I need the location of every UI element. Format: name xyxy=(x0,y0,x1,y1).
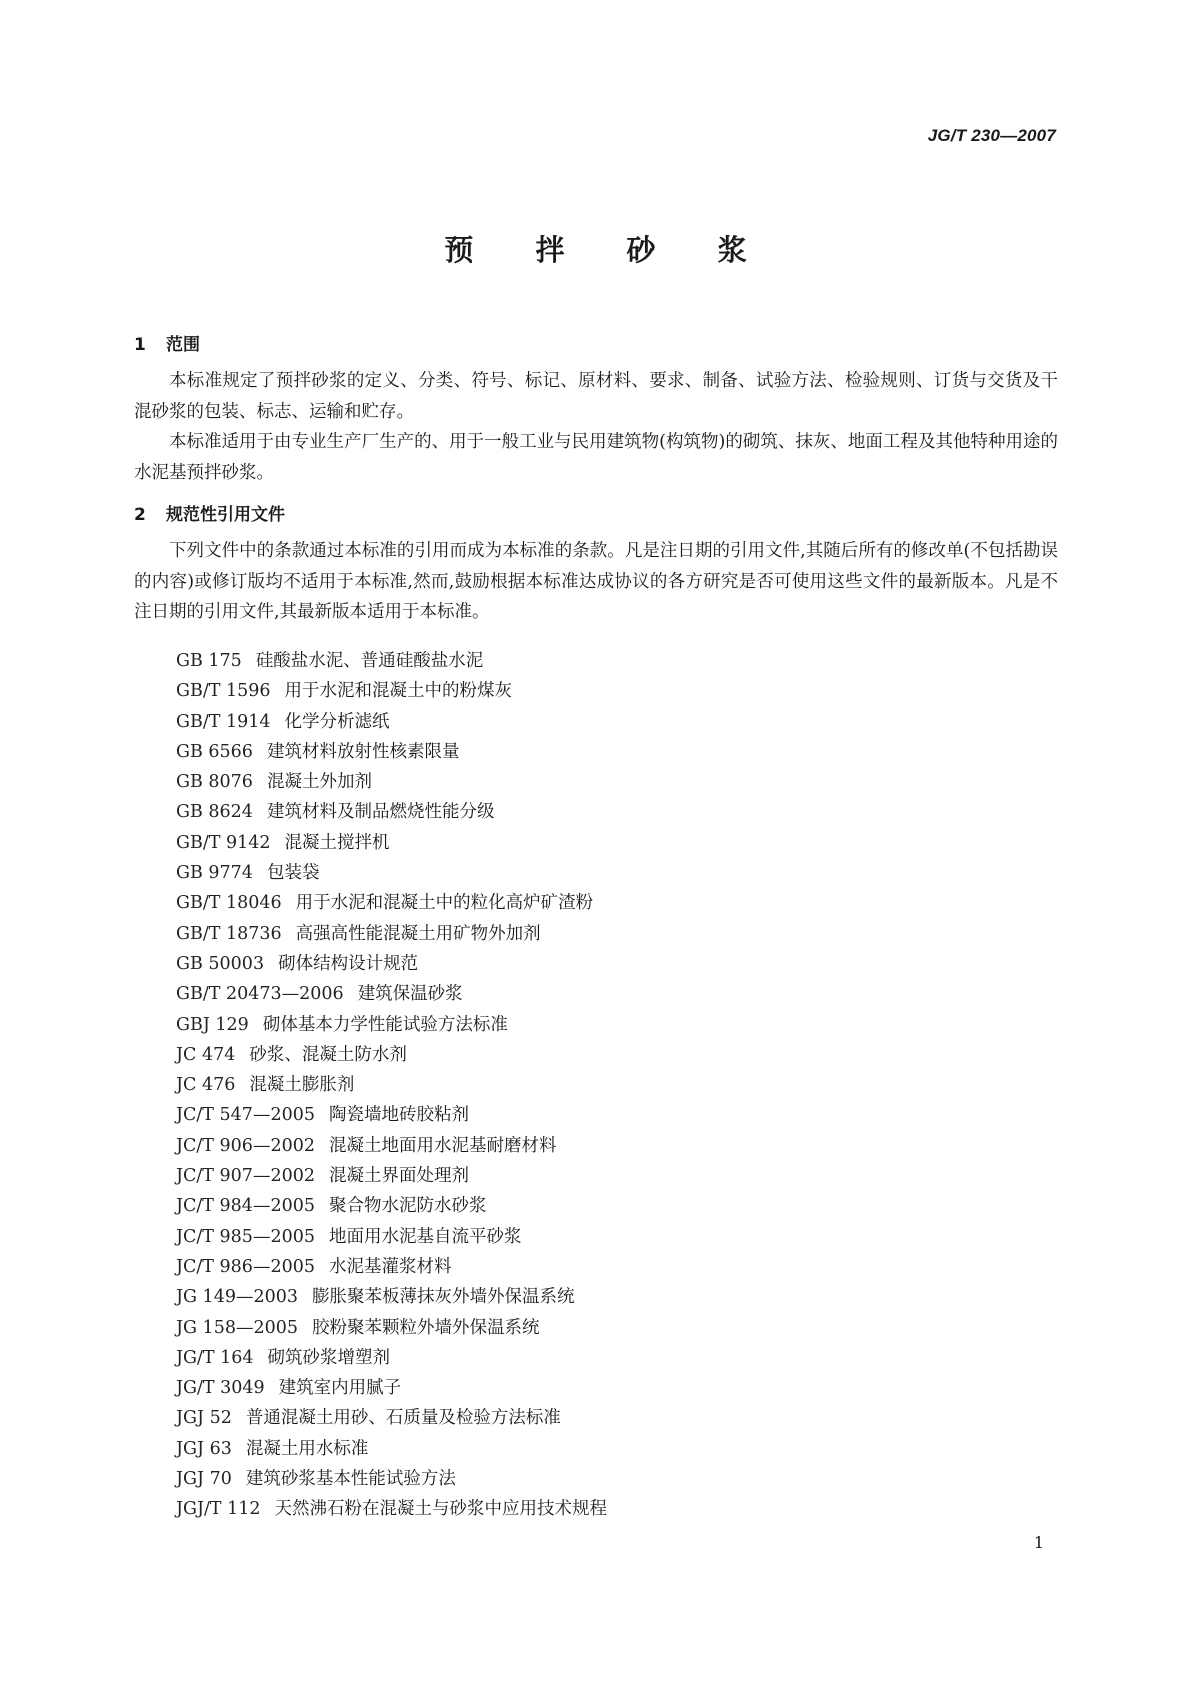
section-title: 范围 xyxy=(166,335,200,355)
scope-paragraph-1: 本标准规定了预拌砂浆的定义、分类、符号、标记、原材料、要求、制备、试验方法、检验规则、订货与交货及干混砂浆的包装、标志、运输和贮存。 xyxy=(134,371,1058,422)
reference-item xyxy=(176,919,607,949)
reference-title: 化学分析滤纸 xyxy=(284,711,390,732)
reference-item xyxy=(176,1343,607,1373)
reference-title: 普通混凝土用砂、石质量及检验方法标准 xyxy=(245,1408,561,1429)
reference-title: 建筑砂浆基本性能试验方法 xyxy=(245,1469,456,1490)
reference-code: JG 158—2005 xyxy=(176,1317,298,1338)
section-title: 规范性引用文件 xyxy=(166,505,285,525)
reference-title: 混凝土搅拌机 xyxy=(284,832,390,853)
reference-code: GB/T 9142 xyxy=(176,832,271,853)
reference-title: 混凝土用水标准 xyxy=(245,1438,369,1459)
reference-item xyxy=(176,1131,607,1161)
reference-item xyxy=(176,828,607,858)
reference-item xyxy=(176,1100,607,1130)
scope-paragraph-2: 本标准适用于由专业生产厂生产的、用于一般工业与民用建筑物(构筑物)的砌筑、抹灰、地面工程及其他特种用途的水泥基预拌砂浆。 xyxy=(134,432,1058,483)
reference-title: 砂浆、混凝土防水剂 xyxy=(249,1044,407,1065)
reference-code: GB/T 18736 xyxy=(176,923,282,944)
reference-code: JC/T 986—2005 xyxy=(176,1256,315,1277)
reference-code: JC/T 547—2005 xyxy=(176,1105,315,1126)
reference-title: 混凝土膨胀剂 xyxy=(249,1075,355,1096)
reference-code: JGJ/T 112 xyxy=(176,1499,261,1520)
reference-item xyxy=(176,1494,607,1524)
reference-title: 建筑材料及制品燃烧性能分级 xyxy=(266,802,495,823)
reference-title: 水泥基灌浆材料 xyxy=(328,1256,452,1277)
reference-code: JC/T 907—2002 xyxy=(176,1166,315,1187)
reference-code: GB 175 xyxy=(176,651,242,671)
reference-item xyxy=(176,1010,607,1040)
reference-code: GB 8624 xyxy=(176,802,253,823)
document-title: 预 拌 砂 浆 xyxy=(444,233,773,267)
normative-reference-list xyxy=(176,646,607,1525)
section-heading-scope xyxy=(134,330,200,355)
reference-item xyxy=(176,646,607,676)
reference-code: JGJ 63 xyxy=(176,1438,232,1459)
reference-title: 建筑材料放射性核素限量 xyxy=(266,741,460,762)
section-number: 2 xyxy=(134,505,146,525)
reference-code: GB 50003 xyxy=(176,953,265,974)
reference-item xyxy=(176,1282,607,1312)
reference-item xyxy=(176,1222,607,1252)
reference-title: 高强高性能混凝土用矿物外加剂 xyxy=(295,923,541,944)
reference-code: JG 149—2003 xyxy=(176,1287,298,1308)
reference-item xyxy=(176,676,607,706)
reference-title: 用于水泥和混凝土中的粉煤灰 xyxy=(284,681,513,702)
reference-code: JC 476 xyxy=(176,1075,236,1096)
reference-title: 砌筑砂浆增塑剂 xyxy=(267,1347,391,1368)
section-number: 1 xyxy=(134,335,146,355)
reference-code: JC/T 985—2005 xyxy=(176,1226,315,1247)
reference-code: GB/T 1596 xyxy=(176,681,271,702)
reference-item xyxy=(176,1040,607,1070)
reference-item xyxy=(176,949,607,979)
reference-code: JC/T 984—2005 xyxy=(176,1196,315,1217)
reference-item xyxy=(176,1252,607,1282)
reference-item xyxy=(176,1070,607,1100)
reference-code: JC/T 906—2002 xyxy=(176,1135,315,1156)
reference-item xyxy=(176,979,607,1009)
reference-title: 聚合物水泥防水砂浆 xyxy=(328,1196,487,1217)
reference-title: 建筑保温砂浆 xyxy=(357,984,463,1005)
reference-item xyxy=(176,1464,607,1494)
reference-code: JG/T 164 xyxy=(176,1347,254,1368)
reference-title: 建筑室内用腻子 xyxy=(278,1378,402,1399)
reference-code: GB/T 18046 xyxy=(176,893,282,914)
reference-code: JGJ 52 xyxy=(176,1408,232,1429)
reference-title: 砌体基本力学性能试验方法标准 xyxy=(262,1014,508,1035)
reference-title: 天然沸石粉在混凝土与砂浆中应用技术规程 xyxy=(274,1499,608,1520)
reference-item xyxy=(176,1403,607,1433)
reference-item xyxy=(176,767,607,797)
reference-item xyxy=(176,888,607,918)
page-number: 1 xyxy=(1033,1533,1044,1552)
reference-item xyxy=(176,1434,607,1464)
reference-title: 硅酸盐水泥、普通硅酸盐水泥 xyxy=(255,651,484,671)
reference-item xyxy=(176,858,607,888)
reference-code: GB 6566 xyxy=(176,741,253,762)
reference-title: 膨胀聚苯板薄抹灰外墙外保温系统 xyxy=(312,1287,575,1308)
reference-item xyxy=(176,737,607,767)
reference-item xyxy=(176,1191,607,1221)
section-heading-references xyxy=(134,500,285,525)
reference-code: JG/T 3049 xyxy=(176,1378,265,1399)
reference-title: 混凝土界面处理剂 xyxy=(328,1166,469,1187)
reference-title: 胶粉聚苯颗粒外墙外保温系统 xyxy=(312,1317,540,1338)
reference-item xyxy=(176,1373,607,1403)
reference-item xyxy=(176,1313,607,1343)
reference-title: 地面用水泥基自流平砂浆 xyxy=(328,1226,522,1247)
reference-code: GBJ 129 xyxy=(176,1014,249,1035)
reference-title: 砌体结构设计规范 xyxy=(278,953,419,974)
reference-code: GB 8076 xyxy=(176,772,253,793)
reference-title: 包装袋 xyxy=(266,863,320,884)
standard-code: JG/T 230—2007 xyxy=(927,126,1056,145)
references-intro-paragraph: 下列文件中的条款通过本标准的引用而成为本标准的条款。凡是注日期的引用文件,其随后所有的修改单(不包括勘误的内容)或修订版均不适用于本标准,然而,鼓励根据本标准达成协议的各方研究是否可使用这些文件的最新版本。凡是不注日期的引用文件,其最新版本适用于本标准。 xyxy=(134,541,1058,622)
reference-item xyxy=(176,1161,607,1191)
reference-title: 混凝土外加剂 xyxy=(266,772,372,793)
reference-item xyxy=(176,707,607,737)
reference-item xyxy=(176,797,607,827)
reference-code: GB/T 20473—2006 xyxy=(176,984,344,1005)
reference-title: 用于水泥和混凝土中的粒化高炉矿渣粉 xyxy=(295,893,594,914)
reference-code: JC 474 xyxy=(176,1044,236,1065)
reference-code: GB/T 1914 xyxy=(176,711,271,732)
reference-code: JGJ 70 xyxy=(176,1469,232,1490)
reference-title: 混凝土地面用水泥基耐磨材料 xyxy=(328,1135,557,1156)
reference-code: GB 9774 xyxy=(176,863,253,884)
reference-title: 陶瓷墙地砖胶粘剂 xyxy=(328,1105,469,1126)
